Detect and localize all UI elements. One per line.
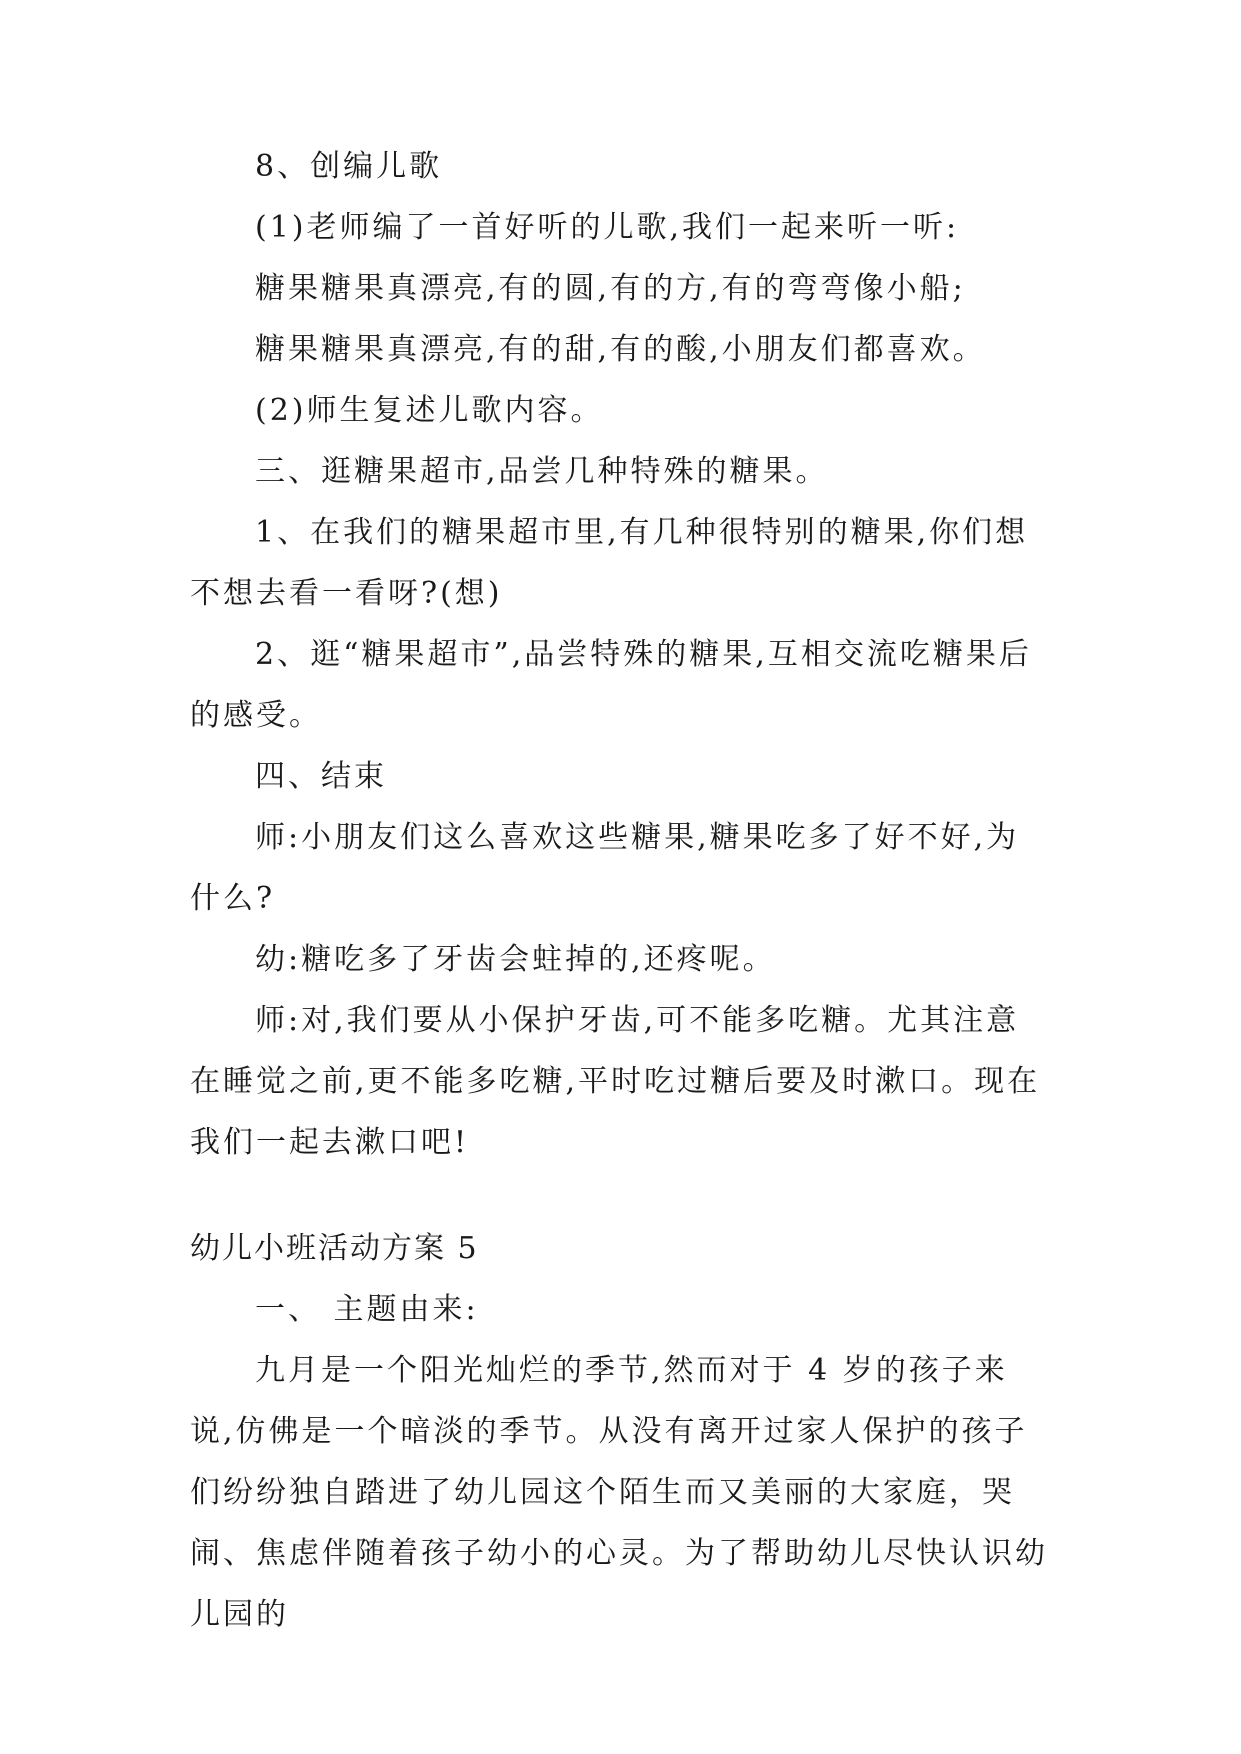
paragraph-theme-origin-title: 一、 主题由来: bbox=[255, 1292, 479, 1327]
paragraph-item-1: 1、在我们的糖果超市里,有几种很特别的糖果,你们想不想去看一看呀?(想) bbox=[190, 515, 1029, 611]
paragraph-review-song: (2)师生复述儿歌内容。 bbox=[255, 393, 604, 428]
paragraph-song-line-2: 糖果糖果真漂亮,有的甜,有的酸,小朋友们都喜欢。 bbox=[255, 332, 986, 367]
paragraph-section-3-title: 三、逛糖果超市,品尝几种特殊的糖果。 bbox=[255, 454, 829, 489]
paragraph-item-2: 2、逛“糖果超市”,品尝特殊的糖果,互相交流吃糖果后的感受。 bbox=[190, 637, 1032, 733]
paragraph-teacher-song: (1)老师编了一首好听的儿歌,我们一起来听一听: bbox=[255, 210, 960, 245]
section-title: 幼儿小班活动方案 5 bbox=[190, 1231, 479, 1266]
paragraph-section-4-title: 四、结束 bbox=[255, 759, 387, 794]
paragraph-teacher-question: 师:小朋友们这么喜欢这些糖果,糖果吃多了好不好,为什么? bbox=[190, 820, 1020, 916]
paragraph-teacher-conclusion: 师:对,我们要从小保护牙齿,可不能多吃糖。尤其注意在睡觉之前,更不能多吃糖,平时吃过糖后要及时漱口。现在我们一起去漱口吧! bbox=[190, 1003, 1041, 1160]
paragraph-item-8-title: 8、创编儿歌 bbox=[255, 149, 443, 184]
paragraph-child-answer: 幼:糖吃多了牙齿会蛀掉的,还疼呢。 bbox=[255, 942, 776, 977]
paragraph-song-line-1: 糖果糖果真漂亮,有的圆,有的方,有的弯弯像小船; bbox=[255, 271, 966, 306]
paragraph-theme-origin-body: 九月是一个阳光灿烂的季节,然而对于 4 岁的孩子来说,仿佛是一个暗淡的季节。从没有离开过家人保护的孩子们纷纷独自踏进了幼儿园这个陌生而又美丽的大家庭，哭闹、焦虑伴随着孩子幼小的心灵。为了帮助幼儿尽快认识幼儿园的 bbox=[190, 1353, 1048, 1632]
